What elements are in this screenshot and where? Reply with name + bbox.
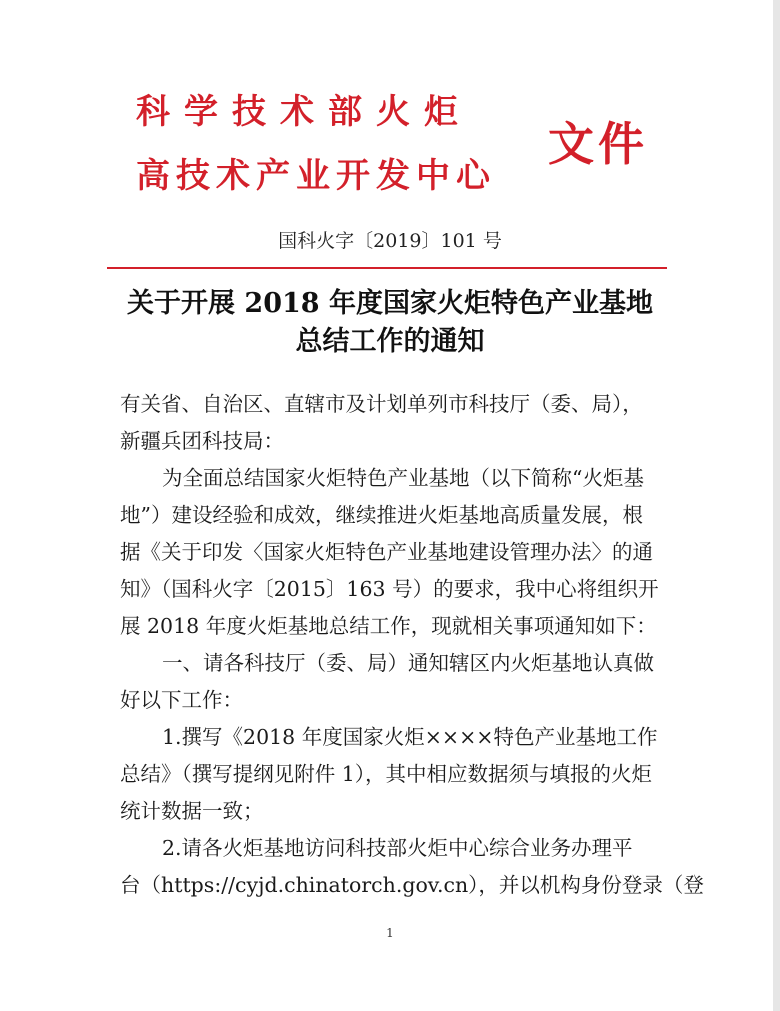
issuing-org-line1: 科学技术部火炬 (136, 92, 472, 132)
body-paragraph-line: 知》（国科火字〔2015〕163 号）的要求，我中心将组织开 (120, 577, 659, 601)
issuing-org-line2: 高技术产业开发中心 (136, 156, 496, 196)
list-item-line: 统计数据一致； (120, 799, 264, 823)
body-paragraph-line: 展 2018 年度火炬基地总结工作，现就相关事项通知如下： (120, 614, 657, 638)
list-item-line: 总结》（撰写提纲见附件 1），其中相应数据须与填报的火炬 (120, 762, 653, 786)
scan-edge (773, 0, 780, 1011)
document-type-label: 文件 (548, 117, 648, 171)
body-paragraph-line: 据《关于印发〈国家火炬特色产业基地建设管理办法〉的通 (120, 540, 653, 564)
page-number: 1 (386, 926, 394, 940)
section-heading-line: 一、请各科技厅（委、局）通知辖区内火炬基地认真做 (162, 651, 654, 675)
list-item-line: 2.请各火炬基地访问科技部火炬中心综合业务办理平 (162, 836, 633, 860)
list-item-line: 1.撰写《2018 年度国家火炬××××特色产业基地工作 (162, 725, 658, 749)
document-title-line2: 总结工作的通知 (295, 326, 485, 357)
document-number: 国科火字〔2019〕101 号 (278, 230, 502, 252)
section-heading-line: 好以下工作： (120, 688, 243, 712)
header-divider (107, 267, 667, 269)
addressee-line1: 有关省、自治区、直辖市及计划单列市科技厅（委、局）， (120, 392, 643, 416)
list-item-line: 台（https://cyjd.chinatorch.gov.cn），并以机构身份登录（登 (120, 873, 704, 897)
addressee-line2: 新疆兵团科技局： (120, 429, 284, 453)
body-paragraph-line: 为全面总结国家火炬特色产业基地（以下简称“火炬基 (162, 466, 644, 490)
document-title-line1: 关于开展 2018 年度国家火炬特色产业基地 (127, 288, 653, 319)
body-paragraph-line: 地”）建设经验和成效，继续推进火炬基地高质量发展，根 (120, 503, 643, 527)
